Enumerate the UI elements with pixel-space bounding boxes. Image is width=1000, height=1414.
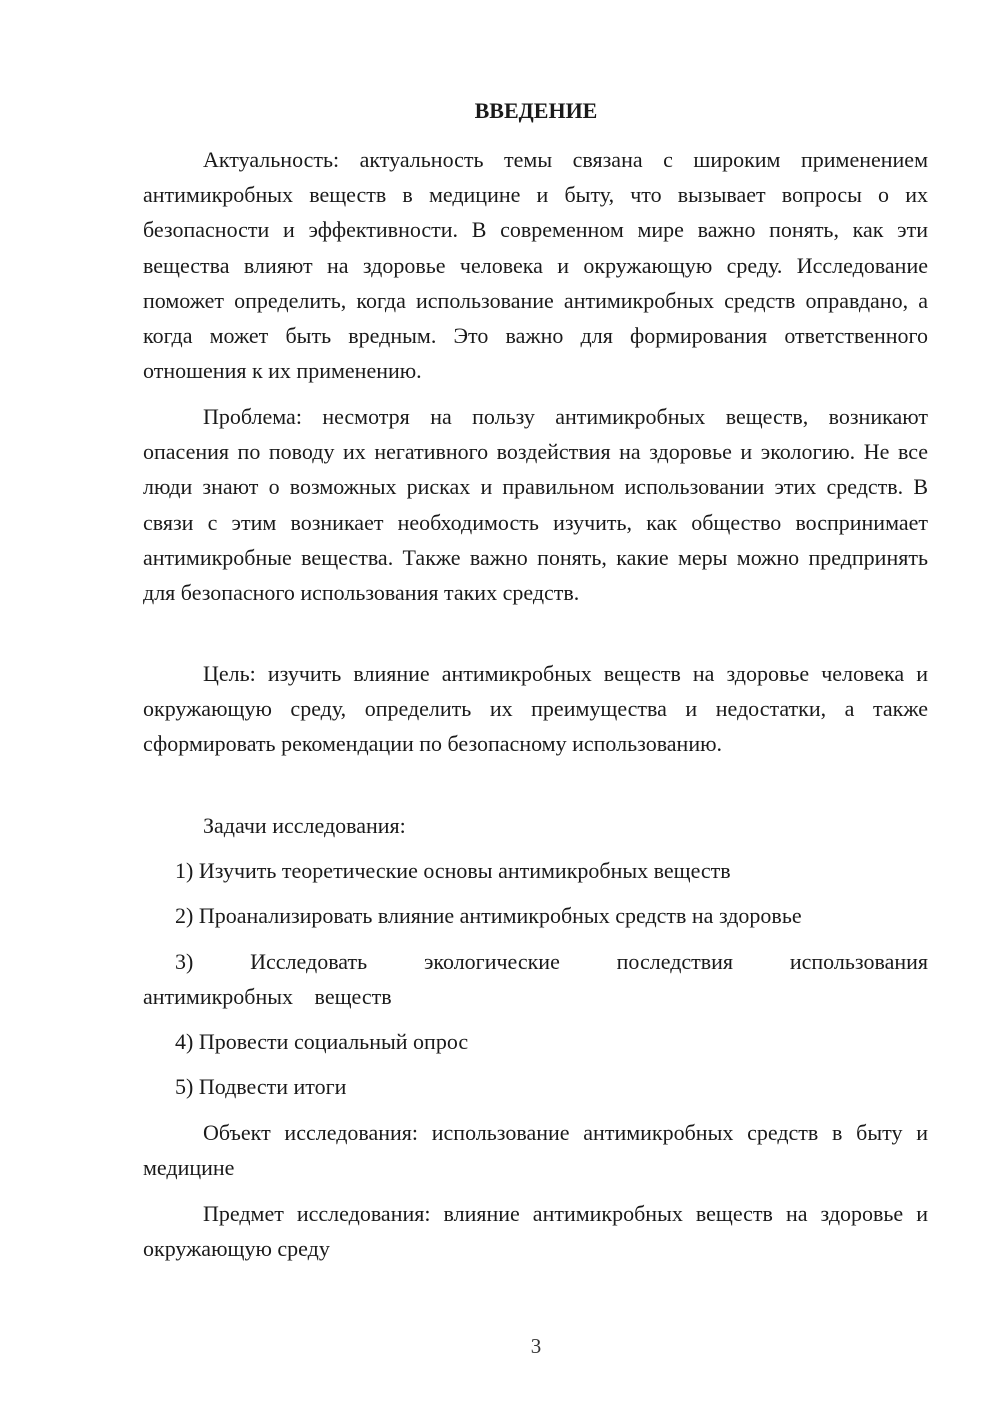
task-item-3: 3) Исследовать экологические последствия использования антимикробных веществ [143, 949, 928, 1010]
task-item-5: 5) Подвести итоги [175, 1074, 347, 1099]
task-item-1: 1) Изучить теоретические основы антимикробных веществ [175, 858, 731, 883]
task-item-4: 4) Провести социальный опрос [175, 1029, 469, 1054]
paragraph-problem: Проблема: несмотря на пользу антимикробных веществ, возникают опасения по поводу их негативного воздействия на здоровье и экологию. Не все люди знают о возможных рисках и правильном использовании этих средств. В связи с этим возникает необходимость изучить, как общество воспринимает антимикробные вещества. Также важно понять, какие меры можно предпринять для безопасного использования таких средств. [143, 404, 928, 606]
section-heading: ВВЕДЕНИЕ [474, 98, 598, 123]
paragraph-subject: Предмет исследования: влияние антимикробных веществ на здоровье и окружающую среду [143, 1201, 928, 1262]
paragraph-tasks-heading: Задачи исследования: [203, 813, 406, 838]
task-item-2: 2) Проанализировать влияние антимикробных средств на здоровье [175, 903, 802, 928]
paragraph-goal: Цель: изучить влияние антимикробных веществ на здоровье человека и окружающую среду, определить их преимущества и недостатки, а также сформировать рекомендации по безопасному использованию. [143, 661, 928, 757]
paragraph-relevance: Актуальность: актуальность темы связана с широким применением антимикробных веществ в медицине и быту, что вызывает вопросы о их безопасности и эффективности. В современном мире важно понять, как эти вещества влияют на здоровье человека и окружающую среду. Исследование поможет определить, когда использование антимикробных средств оправдано, а когда может быть вредным. Это важно для формирования ответственного отношения к их применению. [143, 147, 928, 384]
paragraph-object: Объект исследования: использование антимикробных средств в быту и медицине [143, 1120, 928, 1181]
page-number: 3 [530, 1334, 542, 1358]
